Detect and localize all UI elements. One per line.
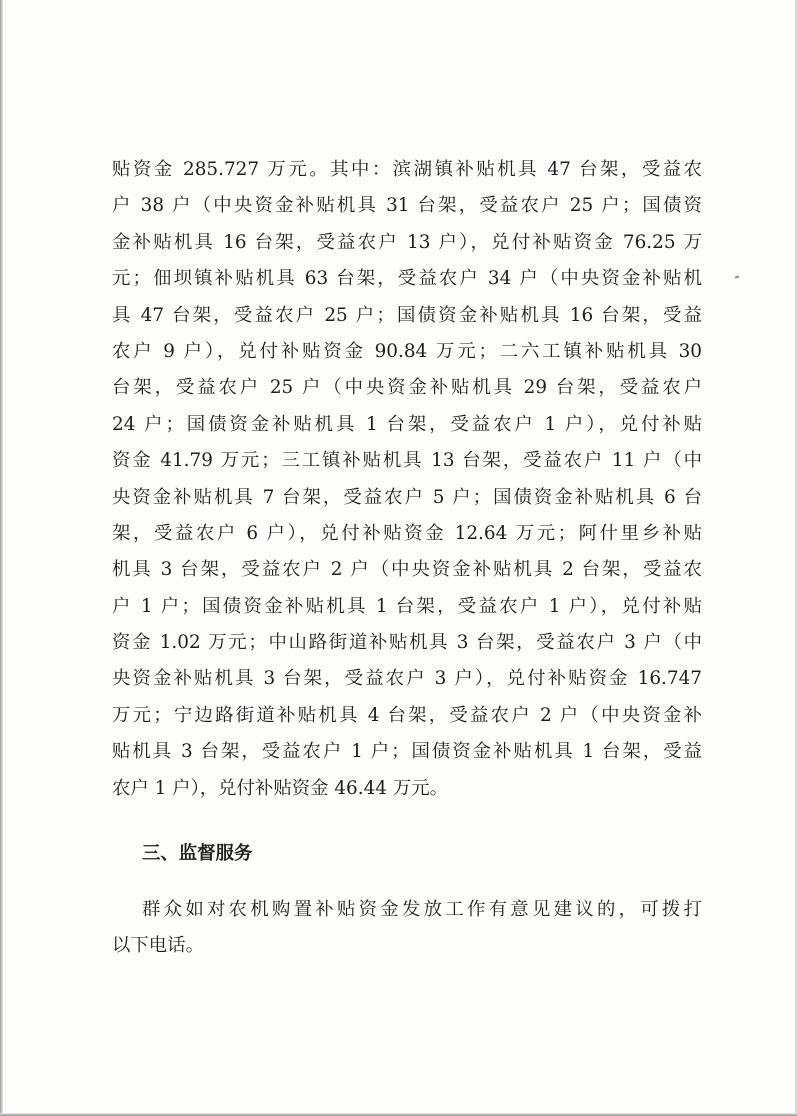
- text-line: 资金 41.79 万元；三工镇补贴机具 13 台架，受益农户 11 户（中: [112, 450, 702, 472]
- subsidy-paragraph: [112, 152, 702, 807]
- text-line: 农户 9 户），兑付补贴资金 90.84 万元；二六工镇补贴机具 30: [112, 340, 702, 362]
- section-heading: 三、监督服务: [142, 843, 253, 864]
- text-line: 以下电话。: [112, 935, 204, 956]
- scan-speck: [735, 275, 739, 278]
- text-line: 台架，受益农户 25 户（中央资金补贴机具 29 台架，受益农户: [112, 377, 702, 399]
- text-line: 机具 3 台架，受益农户 2 户（中央资金补贴机具 2 台架，受益农: [112, 559, 702, 581]
- text-line: 架，受益农户 6 户），兑付补贴资金 12.64 万元；阿什里乡补贴: [112, 522, 702, 544]
- text-line: 户 1 户；国债资金补贴机具 1 台架，受益农户 1 户），兑付补贴: [112, 595, 702, 617]
- text-line: 群众如对农机购置补贴资金发放工作有意见建议的，可拨打: [142, 899, 702, 920]
- text-line: 农户 1 户），兑付补贴资金 46.44 万元。: [112, 777, 449, 799]
- contact-paragraph: [112, 892, 702, 964]
- text-line: 央资金补贴机具 7 台架，受益农户 5 户；国债资金补贴机具 6 台: [112, 486, 702, 508]
- text-line: 贴资金 285.727 万元。其中：滨湖镇补贴机具 47 台架，受益农: [112, 159, 702, 180]
- text-line: 金补贴机具 16 台架，受益农户 13 户），兑付补贴资金 76.25 万: [112, 231, 702, 253]
- text-line: 具 47 台架，受益农户 25 户；国债资金补贴机具 16 台架，受益: [112, 304, 702, 326]
- scan-edge-left: [0, 0, 3, 1116]
- text-line: 元；佃坝镇补贴机具 63 台架，受益农户 34 户（中央资金补贴机: [112, 268, 702, 290]
- text-line: 贴机具 3 台架，受益农户 1 户；国债资金补贴机具 1 台架，受益: [112, 741, 702, 763]
- text-line: 万元；宁边路街道补贴机具 4 台架，受益农户 2 户（中央资金补: [112, 704, 702, 726]
- text-line: 24 户；国债资金补贴机具 1 台架，受益农户 1 户），兑付补贴: [112, 413, 702, 435]
- text-line: 央资金补贴机具 3 台架，受益农户 3 户），兑付补贴资金 16.747: [112, 668, 702, 690]
- text-line: 资金 1.02 万元；中山路街道补贴机具 3 台架，受益农户 3 户（中: [112, 632, 702, 654]
- text-line: 户 38 户（中央资金补贴机具 31 台架，受益农户 25 户；国债资: [112, 195, 702, 217]
